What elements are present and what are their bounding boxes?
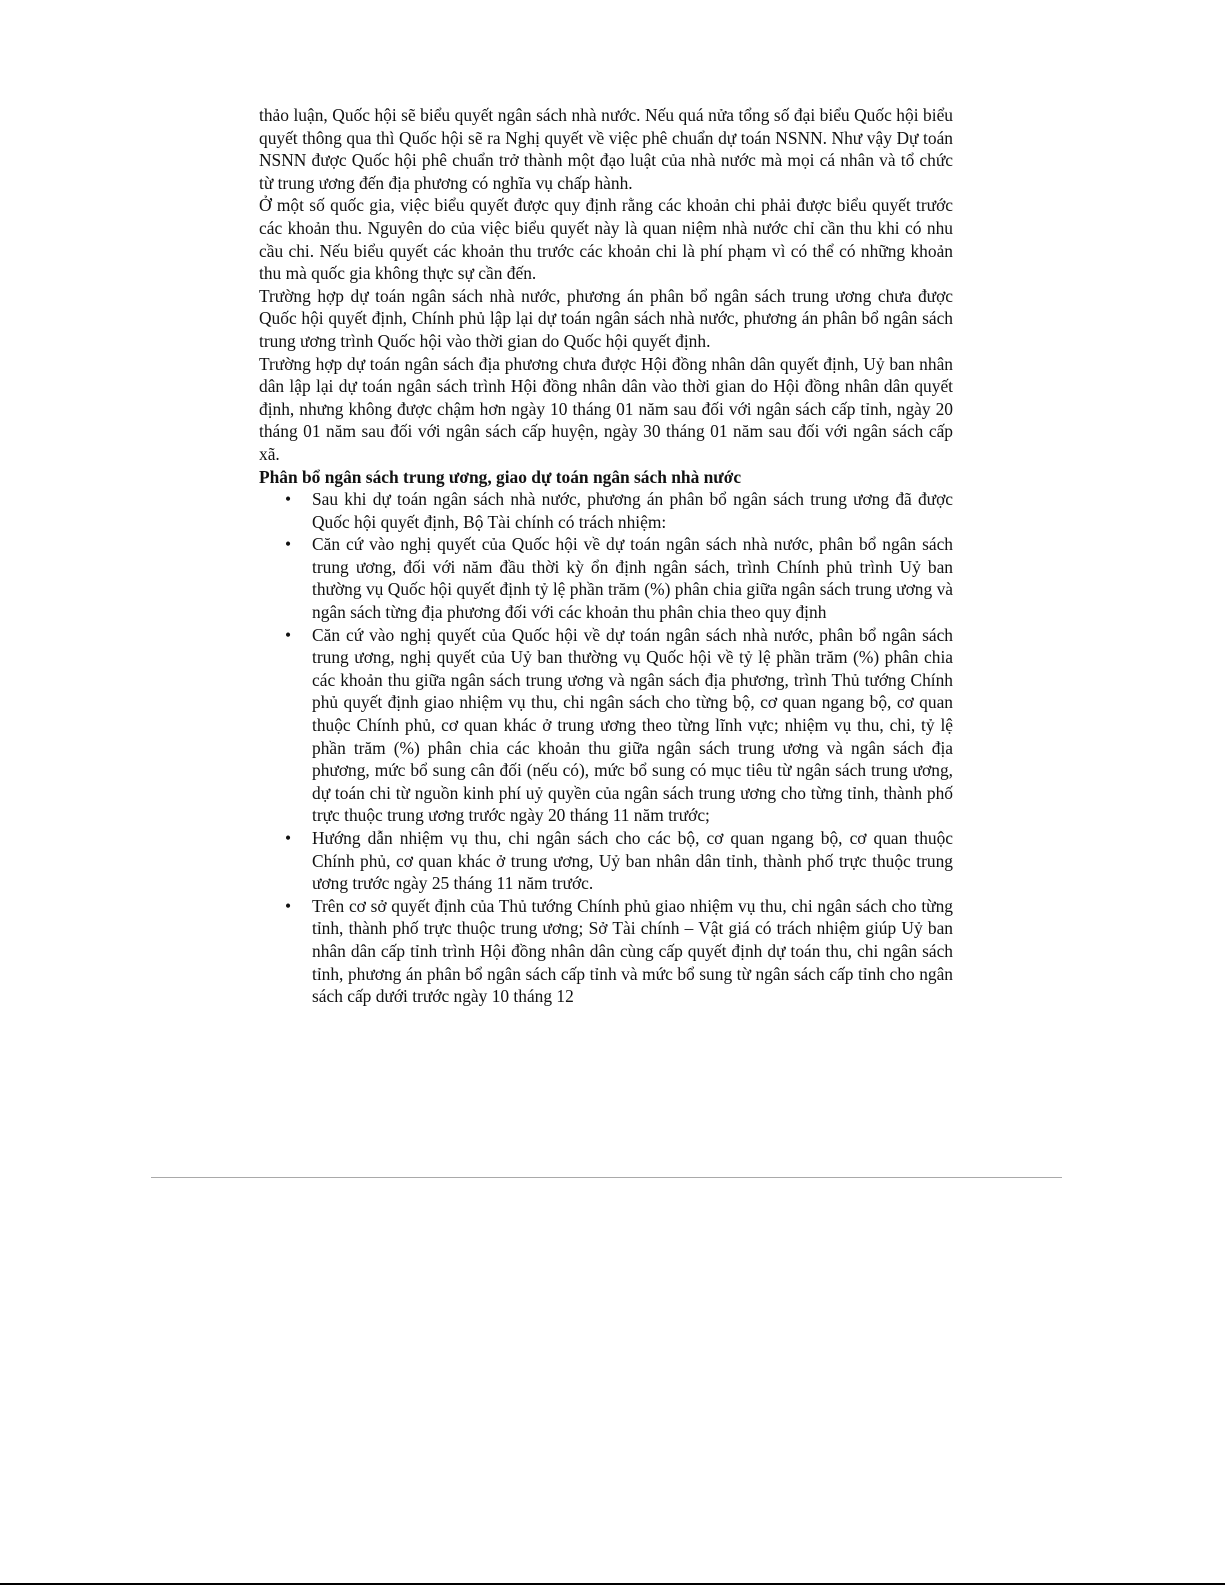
- paragraph: thảo luận, Quốc hội sẽ biểu quyết ngân sách nhà nước. Nếu quá nửa tổng số đại biểu Quốc hội biểu quyết thông qua thì Quốc hội sẽ ra Nghị quyết về việc phê chuẩn dự toán NSNN. Như vậy Dự toán NSNN được Quốc hội phê chuẩn trở thành một đạo luật của nhà nước mà mọi cá nhân và tổ chức từ trung ương đến địa phương có nghĩa vụ chấp hành.: [259, 105, 953, 193]
- list-item-text: Trên cơ sở quyết định của Thủ tướng Chính phủ giao nhiệm vụ thu, chi ngân sách cho từng tỉnh, thành phố trực thuộc trung ương; Sở Tài chính – Vật giá có trách nhiệm giúp Uỷ ban nhân dân cấp tỉnh trình Hội đồng nhân dân cùng cấp quyết định dự toán thu, chi ngân sách tỉnh, phương án phân bổ ngân sách cấp tỉnh và mức bổ sung từ ngân sách cấp tỉnh cho ngân sách cấp dưới trước ngày 10 tháng 12: [312, 895, 953, 1007]
- page-divider: [151, 1177, 1062, 1178]
- list-item: [285, 827, 953, 895]
- list-item: [285, 533, 953, 623]
- list-item: [285, 624, 953, 827]
- list-item: [285, 488, 953, 533]
- bullet-list: [259, 488, 953, 1008]
- bullet-icon: •: [285, 828, 292, 848]
- section-heading: Phân bổ ngân sách trung ương, giao dự toán ngân sách nhà nước: [259, 466, 742, 487]
- paragraph: Ở một số quốc gia, việc biểu quyết được quy định rằng các khoản chi phải được biểu quyết trước các khoản thu. Nguyên do của việc biểu quyết này là quan niệm nhà nước chỉ cần thu khi có nhu cầu chi. Nếu biểu quyết các khoản thu trước các khoản chi là phí phạm vì có thể có những khoản thu mà quốc gia không thực sự cần đến.: [259, 195, 953, 284]
- bullet-icon: •: [285, 624, 292, 645]
- list-item: [285, 895, 953, 1008]
- list-item-text: Sau khi dự toán ngân sách nhà nước, phương án phân bổ ngân sách trung ương đã được Quốc hội quyết định, Bộ Tài chính có trách nhiệm:: [312, 489, 953, 532]
- list-item-text: Căn cứ vào nghị quyết của Quốc hội về dự toán ngân sách nhà nước, phân bổ ngân sách trung ương, nghị quyết của Uỷ ban thường vụ Quốc hội về tỷ lệ phần trăm (%) phân chia các khoản thu giữa ngân sách trung ương và ngân sách địa phương, trình Thủ tướng Chính phủ quyết định giao nhiệm vụ thu, chi ngân sách cho từng bộ, cơ quan ngang bộ, cơ quan thuộc Chính phủ, cơ quan khác ở trung ương theo từng lĩnh vực; nhiệm vụ thu, chi, tỷ lệ phần trăm (%) phân chia các khoản thu giữa ngân sách trung ương và ngân sách địa phương, mức bổ sung cân đối (nếu có), mức bổ sung có mục tiêu từ ngân sách trung ương, dự toán chi từ nguồn kinh phí uỷ quyền của ngân sách trung ương cho từng tỉnh, thành phố trực thuộc trung ương trước ngày 20 tháng 11 năm trước;: [312, 624, 953, 826]
- bullet-icon: •: [285, 895, 292, 916]
- document-body: [259, 104, 953, 1008]
- list-item-text: Căn cứ vào nghị quyết của Quốc hội về dự toán ngân sách nhà nước, phân bổ ngân sách trung ương, đối với năm đầu thời kỳ ổn định ngân sách, trình Chính phủ trình Uỷ ban thường vụ Quốc hội quyết định tỷ lệ phần trăm (%) phân chia giữa ngân sách trung ương và ngân sách từng địa phương đối với các khoản thu phân chia theo quy định: [312, 534, 953, 623]
- bullet-icon: •: [285, 534, 292, 555]
- paragraph: Trường hợp dự toán ngân sách nhà nước, phương án phân bổ ngân sách trung ương chưa được Quốc hội quyết định, Chính phủ lập lại dự toán ngân sách nhà nước, phương án phân bổ ngân sách trung ương trình Quốc hội vào thời gian do Quốc hội quyết định.: [259, 285, 953, 351]
- list-item-text: Hướng dẫn nhiệm vụ thu, chi ngân sách cho các bộ, cơ quan ngang bộ, cơ quan thuộc Chính phủ, cơ quan khác ở trung ương, Uỷ ban nhân dân tỉnh, thành phố trực thuộc trung ương trước ngày 25 tháng 11 năm trước.: [312, 828, 953, 894]
- paragraph: Trường hợp dự toán ngân sách địa phương chưa được Hội đồng nhân dân quyết định, Uỷ ban nhân dân lập lại dự toán ngân sách trình Hội đồng nhân dân vào thời gian do Hội đồng nhân dân quyết định, nhưng không được chậm hơn ngày 10 tháng 01 năm sau đối với ngân sách cấp tỉnh, ngày 20 tháng 01 năm sau đối với ngân sách cấp huyện, ngày 30 tháng 01 năm sau đối với ngân sách cấp xã.: [259, 353, 953, 464]
- bullet-icon: •: [285, 489, 292, 510]
